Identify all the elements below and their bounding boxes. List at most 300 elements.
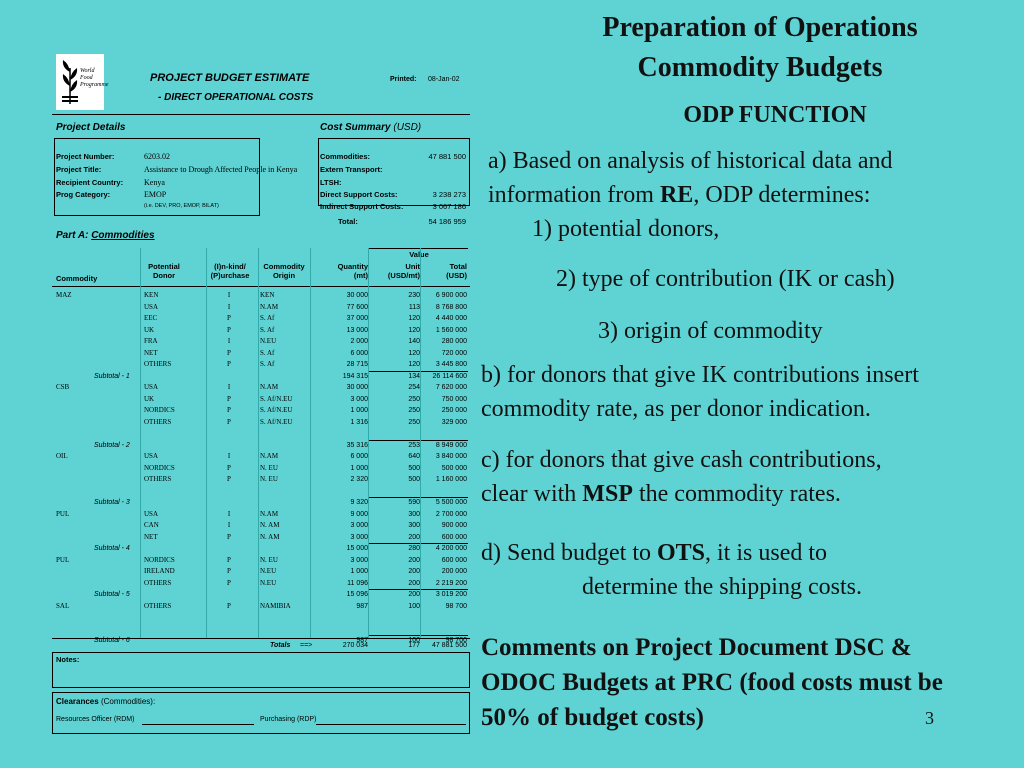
cell-in-kind-purchase: I (227, 302, 231, 311)
cell-in-kind-purchase: I (227, 337, 231, 345)
cell-origin: N. EU (260, 555, 278, 564)
cell-origin: S. Af (260, 360, 275, 368)
logo-text-2: Programme (80, 82, 109, 88)
cell-donor: OTHERS (144, 475, 172, 483)
cell-total: 600 000 (441, 556, 467, 564)
cell-total: 7 620 000 (435, 384, 467, 391)
cell-donor: OTHERS (144, 417, 172, 426)
project-title-value: Assistance to Drough Affected People in Kenya (144, 165, 298, 174)
cell-quantity: 194 315 (342, 372, 368, 380)
cell-total: 26 114 600 (432, 372, 467, 380)
cell-unit-price: 500 (408, 476, 420, 483)
divider (52, 114, 470, 115)
subtotal-rule (368, 371, 468, 372)
cell-donor: NORDICS (144, 406, 175, 414)
cell-origin: N.EU (260, 337, 277, 345)
subtotal-rule (368, 635, 468, 636)
cell-total: 1 160 000 (435, 476, 467, 483)
table-row (52, 290, 470, 301)
cell-origin: S. Af/N.EU (260, 394, 293, 403)
totals-total: 47 881 500 (431, 642, 467, 649)
clearances-sub: (Commodities): (100, 697, 156, 706)
cell-origin: N.EU (260, 578, 277, 587)
cell-unit-price: 200 (408, 533, 420, 541)
cell-quantity: 987 (356, 602, 368, 610)
col-value-header: Value (409, 250, 429, 259)
cell-total: 900 000 (441, 522, 467, 529)
cell-origin: N.AM (260, 383, 279, 391)
comments-line-3: 50% of budget costs) (481, 704, 704, 731)
total-value: 54 186 959 (428, 217, 466, 226)
prog-category-label: Prog Category: (56, 190, 111, 199)
cell-unit-price: 300 (408, 510, 420, 518)
subtotal-label: Subtotal - 1 (94, 372, 130, 380)
resources-officer-label: Resources Officer (RDM) (56, 716, 135, 723)
cost-summary-unit: (USD) (393, 122, 422, 133)
subtotal-row (52, 589, 470, 600)
para-d-pre: d) Send budget to (481, 540, 657, 566)
cell-quantity: 28 715 (346, 361, 368, 368)
cell-quantity: 77 600 (346, 303, 368, 311)
para-d-bold: OTS (656, 540, 706, 566)
col-commodity-header: Commodity (56, 274, 98, 283)
purchasing-label: Purchasing (RDP) (260, 716, 317, 723)
cell-total: 250 000 (441, 407, 467, 414)
col-unit-header (370, 262, 420, 280)
cell-origin: S. Af (260, 325, 275, 334)
cell-quantity: 30 000 (346, 384, 368, 391)
recipient-value: Kenya (144, 178, 165, 187)
cell-in-kind-purchase: I (227, 509, 231, 518)
col-ip-header-2: (P)urchase (210, 271, 250, 280)
grid-line (310, 248, 311, 638)
logo-text-1: World Food (80, 68, 95, 81)
cell-in-kind-purchase: P (227, 555, 231, 564)
cell-donor: CAN (144, 521, 159, 529)
cell-donor: OTHERS (144, 578, 172, 587)
cell-donor: NET (144, 348, 158, 357)
table-row (52, 336, 470, 347)
divider (52, 286, 470, 287)
cell-origin: N. AM (260, 532, 280, 541)
clearances-heading (56, 697, 155, 706)
cell-total: 8 768 800 (435, 303, 467, 311)
cell-quantity: 987 (356, 637, 368, 644)
cell-unit-price: 120 (408, 349, 420, 357)
cell-total: 3 840 000 (435, 453, 467, 460)
cell-quantity: 30 000 (346, 292, 368, 299)
cell-origin: N. EU (260, 475, 278, 483)
comments-line-1: Comments on Project Document DSC & (481, 634, 912, 661)
cell-origin: N.EU (260, 567, 277, 575)
para-a-post: , ODP determines: (693, 182, 871, 208)
cell-commodity: OIL (56, 452, 68, 460)
sheet-header-title: PROJECT BUDGET ESTIMATE (150, 72, 310, 84)
cell-in-kind-purchase: P (227, 348, 231, 357)
subtotal-row (52, 497, 470, 508)
cell-total: 8 949 000 (435, 441, 467, 449)
cell-donor: UK (144, 325, 155, 334)
cell-unit-price: 640 (408, 453, 420, 460)
cell-unit-price: 253 (408, 441, 420, 449)
grid-line (420, 248, 421, 638)
comments-line-2: ODOC Budgets at PRC (food costs must be (481, 669, 943, 696)
cell-donor: USA (144, 302, 159, 311)
para-a-line-1: a) Based on analysis of historical data and (488, 148, 893, 174)
col-ip-header (206, 262, 254, 280)
cell-total: 98 700 (445, 637, 467, 644)
cell-total: 1 560 000 (435, 326, 467, 334)
item-3: 3) origin of commodity (598, 318, 823, 344)
table-row (52, 566, 470, 577)
col-qty-header (314, 262, 368, 280)
grid-line (368, 248, 369, 638)
cell-unit-price: 200 (408, 568, 420, 575)
table-row (52, 451, 470, 462)
signature-line (142, 724, 254, 725)
cell-quantity: 9 000 (350, 510, 368, 518)
extern-transport-label: Extern Transport: (320, 165, 383, 174)
cell-total: 200 000 (441, 568, 467, 575)
cell-unit-price: 140 (408, 338, 420, 345)
cell-in-kind-purchase: P (227, 601, 231, 610)
para-c-line-1: c) for donors that give cash contributions, (481, 447, 882, 473)
subtotal-label: Subtotal - 3 (94, 499, 130, 506)
cell-donor: USA (144, 509, 159, 518)
cell-quantity: 2 320 (350, 476, 368, 483)
para-a-bold: RE (659, 182, 694, 208)
para-c-line-2 (481, 477, 841, 511)
cell-donor: UK (144, 394, 155, 403)
cell-unit-price: 250 (408, 418, 420, 426)
table-row (52, 302, 470, 313)
subtotal-rule (368, 589, 468, 590)
cell-unit-price: 230 (408, 292, 420, 299)
cell-quantity: 2 000 (350, 338, 368, 345)
grid-line (206, 248, 207, 638)
cell-in-kind-purchase: P (227, 567, 231, 575)
cell-commodity: SAL (56, 601, 70, 610)
cell-donor: USA (144, 452, 159, 460)
cell-unit-price: 280 (408, 545, 420, 552)
cell-unit-price: 300 (408, 522, 420, 529)
para-c-pre: clear with (481, 481, 583, 507)
dsc-value: 3 238 273 (432, 190, 466, 199)
col-unit-header-2: (USD/mt) (387, 271, 420, 280)
sheet-header-sub: - DIRECT OPERATIONAL COSTS (158, 92, 314, 103)
table-row (52, 382, 470, 393)
cell-in-kind-purchase: P (227, 475, 231, 483)
cell-unit-price: 134 (408, 372, 420, 380)
cell-total: 280 000 (441, 338, 467, 345)
table-row (52, 394, 470, 405)
cell-unit-price: 254 (408, 384, 420, 391)
subtotal-label: Subtotal - 5 (94, 591, 130, 598)
part-a-heading (56, 230, 155, 241)
cell-quantity: 15 096 (346, 591, 368, 598)
para-a-pre: information from (488, 182, 660, 208)
cell-in-kind-purchase: P (227, 325, 231, 334)
para-a-line-2 (488, 178, 870, 212)
cell-in-kind-purchase: I (227, 452, 231, 460)
cell-donor: KEN (144, 291, 159, 299)
dsc-label: Direct Support Costs: (320, 190, 398, 199)
table-row (52, 474, 470, 485)
cell-total: 2 700 000 (435, 510, 467, 518)
ltsh-label: LTSH: (320, 178, 342, 187)
cell-in-kind-purchase: P (227, 406, 231, 414)
subtotal-label: Subtotal - 2 (94, 441, 130, 449)
divider (52, 638, 470, 639)
cell-quantity: 13 000 (346, 326, 368, 334)
subtotal-label: Subtotal - 4 (94, 545, 130, 552)
cell-in-kind-purchase: I (227, 521, 231, 529)
blank-row (52, 624, 470, 635)
cell-donor: NORDICS (144, 555, 175, 564)
cell-quantity: 35 316 (346, 441, 368, 449)
cell-quantity: 6 000 (350, 349, 368, 357)
budget-spreadsheet (52, 52, 470, 734)
cell-unit-price: 120 (408, 326, 420, 334)
col-total-header-2: (USD) (446, 271, 467, 280)
table-row (52, 601, 470, 612)
cell-commodity: MAZ (56, 291, 72, 299)
para-c-post: the commodity rates. (632, 481, 841, 507)
cell-quantity: 3 000 (350, 556, 368, 564)
cell-total: 329 000 (441, 418, 467, 426)
cell-unit-price: 500 (408, 464, 420, 472)
wheat-icon (60, 58, 80, 104)
cell-total: 4 200 000 (435, 545, 467, 552)
para-b-line-2: commodity rate, as per donor indication. (481, 396, 871, 422)
grid-line (140, 248, 141, 638)
cell-origin: N. AM (260, 521, 280, 529)
table-row (52, 348, 470, 359)
cost-summary-label: Cost Summary (320, 122, 391, 133)
blank-row (52, 612, 470, 623)
col-qty-header-1: Quantity (337, 262, 368, 271)
cell-quantity: 1 316 (350, 418, 368, 426)
totals-qty: 270 034 (342, 642, 368, 649)
grid-line (258, 248, 259, 638)
table-row (52, 417, 470, 428)
cell-quantity: 3 000 (350, 395, 368, 403)
slide-title-line-2: Commodity Budgets (637, 52, 883, 83)
subtotal-rule (368, 440, 468, 441)
cell-total: 2 219 200 (435, 579, 467, 587)
item-2: 2) type of contribution (IK or cash) (556, 266, 895, 292)
para-d-line-1 (481, 536, 827, 570)
col-total-header (422, 262, 467, 280)
commodities-label: Commodities: (320, 152, 371, 161)
item-1: 1) potential donors, (532, 216, 720, 242)
cell-donor: IRELAND (144, 567, 175, 575)
table-row (52, 578, 470, 589)
subtotal-row (52, 543, 470, 554)
col-origin-header-1: Commodity (263, 262, 305, 271)
comments-block (481, 630, 1021, 735)
slide-title (540, 8, 980, 88)
cell-quantity: 1 000 (350, 407, 368, 414)
totals-arrow: ==> (300, 642, 313, 649)
prog-category-value: EMOP (144, 190, 167, 199)
slide-subtitle: ODP FUNCTION (683, 102, 867, 128)
cell-total: 3 445 800 (435, 361, 467, 368)
table-row (52, 313, 470, 324)
cell-in-kind-purchase: P (227, 463, 231, 472)
table-row (52, 555, 470, 566)
table-row (52, 463, 470, 474)
subtotal-row (52, 440, 470, 451)
cell-in-kind-purchase: I (227, 383, 231, 391)
prog-category-note: (i.e. DEV, PRO, EMOP, BILAT) (144, 203, 219, 209)
subtotal-rule (368, 543, 468, 544)
divider (368, 248, 468, 249)
cost-summary-heading (320, 122, 421, 133)
table-row (52, 359, 470, 370)
cell-in-kind-purchase: I (227, 291, 231, 299)
cell-total: 6 900 000 (435, 292, 467, 299)
total-label: Total: (338, 217, 358, 226)
cell-unit-price: 200 (408, 579, 420, 587)
cell-total: 5 500 000 (435, 499, 467, 506)
cell-in-kind-purchase: P (227, 314, 231, 322)
notes-box (52, 652, 470, 688)
cell-unit-price: 100 (408, 637, 420, 644)
blank-row (52, 486, 470, 497)
project-number-label: Project Number: (56, 152, 115, 161)
col-total-header-1: Total (449, 262, 467, 271)
cell-total: 720 000 (441, 349, 467, 357)
cell-origin: S. Af/N.EU (260, 406, 293, 414)
cell-commodity: PUL (56, 509, 70, 518)
totals-row (52, 640, 470, 651)
cell-quantity: 15 000 (346, 545, 368, 552)
table-row (52, 405, 470, 416)
cell-donor: OTHERS (144, 360, 172, 368)
cell-origin: N.AM (260, 509, 279, 518)
cell-donor: NET (144, 532, 158, 541)
blank-row (52, 428, 470, 439)
subtotal-label: Subtotal - 6 (94, 637, 130, 644)
col-qty-header-2: (mt) (353, 271, 368, 280)
cell-origin: NAMIBIA (260, 601, 291, 610)
cell-unit-price: 590 (408, 499, 420, 506)
cell-donor: EEC (144, 314, 158, 322)
recipient-label: Recipient Country: (56, 178, 124, 187)
col-donor-header-2: Donor (152, 271, 176, 280)
cell-total: 3 019 200 (435, 591, 467, 598)
table-row (52, 520, 470, 531)
para-b-line-1: b) for donors that give IK contributions insert (481, 362, 919, 388)
cell-in-kind-purchase: P (227, 394, 231, 403)
isc-value: 3 067 186 (432, 202, 466, 211)
cell-total: 4 440 000 (435, 315, 467, 322)
cell-in-kind-purchase: P (227, 532, 231, 541)
cell-unit-price: 120 (408, 361, 420, 368)
table-row (52, 325, 470, 336)
notes-label: Notes: (56, 655, 80, 664)
cell-quantity: 37 000 (346, 315, 368, 322)
cell-unit-price: 120 (408, 315, 420, 322)
cell-in-kind-purchase: P (227, 360, 231, 368)
cell-origin: N.AM (260, 302, 279, 311)
cell-unit-price: 200 (408, 556, 420, 564)
cell-total: 750 000 (441, 395, 467, 403)
cell-quantity: 6 000 (350, 453, 368, 460)
col-origin-header-2: Origin (272, 271, 296, 280)
cell-donor: FRA (144, 337, 158, 345)
cell-total: 600 000 (441, 533, 467, 541)
table-row (52, 509, 470, 520)
cell-quantity: 9 320 (350, 499, 368, 506)
para-d-post: , it is used to (705, 540, 828, 566)
commodities-value: 47 881 500 (428, 152, 466, 161)
para-d-line-2: determine the shipping costs. (582, 574, 862, 600)
cell-origin: N.AM (260, 452, 279, 460)
cell-in-kind-purchase: P (227, 578, 231, 587)
cell-commodity: PUL (56, 555, 70, 564)
part-a-name: Commodities (91, 230, 155, 241)
totals-label: Totals (270, 642, 291, 649)
col-ip-header-1: (I)n-kind/ (214, 262, 246, 271)
subtotal-rule (368, 497, 468, 498)
cell-donor: USA (144, 383, 159, 391)
cell-donor: NORDICS (144, 463, 175, 472)
part-a-label: Part A: (56, 230, 89, 241)
printed-label: Printed: (390, 76, 417, 83)
isc-label: Indirect Support Costs: (320, 202, 404, 211)
subtotal-row (52, 371, 470, 382)
page-number: 3 (925, 708, 934, 728)
cell-total: 98 700 (445, 602, 467, 610)
project-number-value: 6203.02 (144, 152, 170, 161)
cell-origin: S. Af (260, 314, 275, 322)
col-unit-header-1: Unit (405, 262, 420, 271)
col-donor-header (140, 262, 188, 280)
totals-unit: 177 (408, 642, 420, 649)
cell-unit-price: 200 (408, 591, 420, 598)
cell-origin: N. EU (260, 463, 278, 472)
cell-unit-price: 250 (408, 395, 420, 403)
cell-donor: OTHERS (144, 601, 172, 610)
col-donor-header-1: Potential (148, 262, 180, 271)
para-c-bold: MSP (582, 481, 633, 507)
table-row (52, 532, 470, 543)
cell-commodity: CSB (56, 383, 70, 391)
cell-quantity: 1 000 (350, 568, 368, 575)
cell-origin: KEN (260, 291, 275, 299)
project-title-label: Project Title: (56, 165, 102, 174)
cell-quantity: 1 000 (350, 464, 368, 472)
slide-title-line-1: Preparation of Operations (602, 12, 918, 43)
cell-quantity: 11 096 (347, 579, 368, 587)
cell-quantity: 3 000 (350, 533, 368, 541)
signature-line (316, 724, 466, 725)
cell-quantity: 3 000 (350, 522, 368, 529)
cell-origin: S. Af/N.EU (260, 417, 293, 426)
wfp-logo (56, 54, 109, 110)
printed-date: 08-Jan-02 (428, 76, 460, 83)
project-details-heading: Project Details (56, 122, 126, 133)
cell-unit-price: 250 (408, 407, 420, 414)
cell-origin: S. Af (260, 348, 275, 357)
col-origin-header (258, 262, 310, 280)
cell-in-kind-purchase: P (227, 417, 231, 426)
cell-total: 500 000 (441, 464, 467, 472)
cell-unit-price: 100 (408, 602, 420, 610)
clearances-label: Clearances (56, 697, 99, 706)
